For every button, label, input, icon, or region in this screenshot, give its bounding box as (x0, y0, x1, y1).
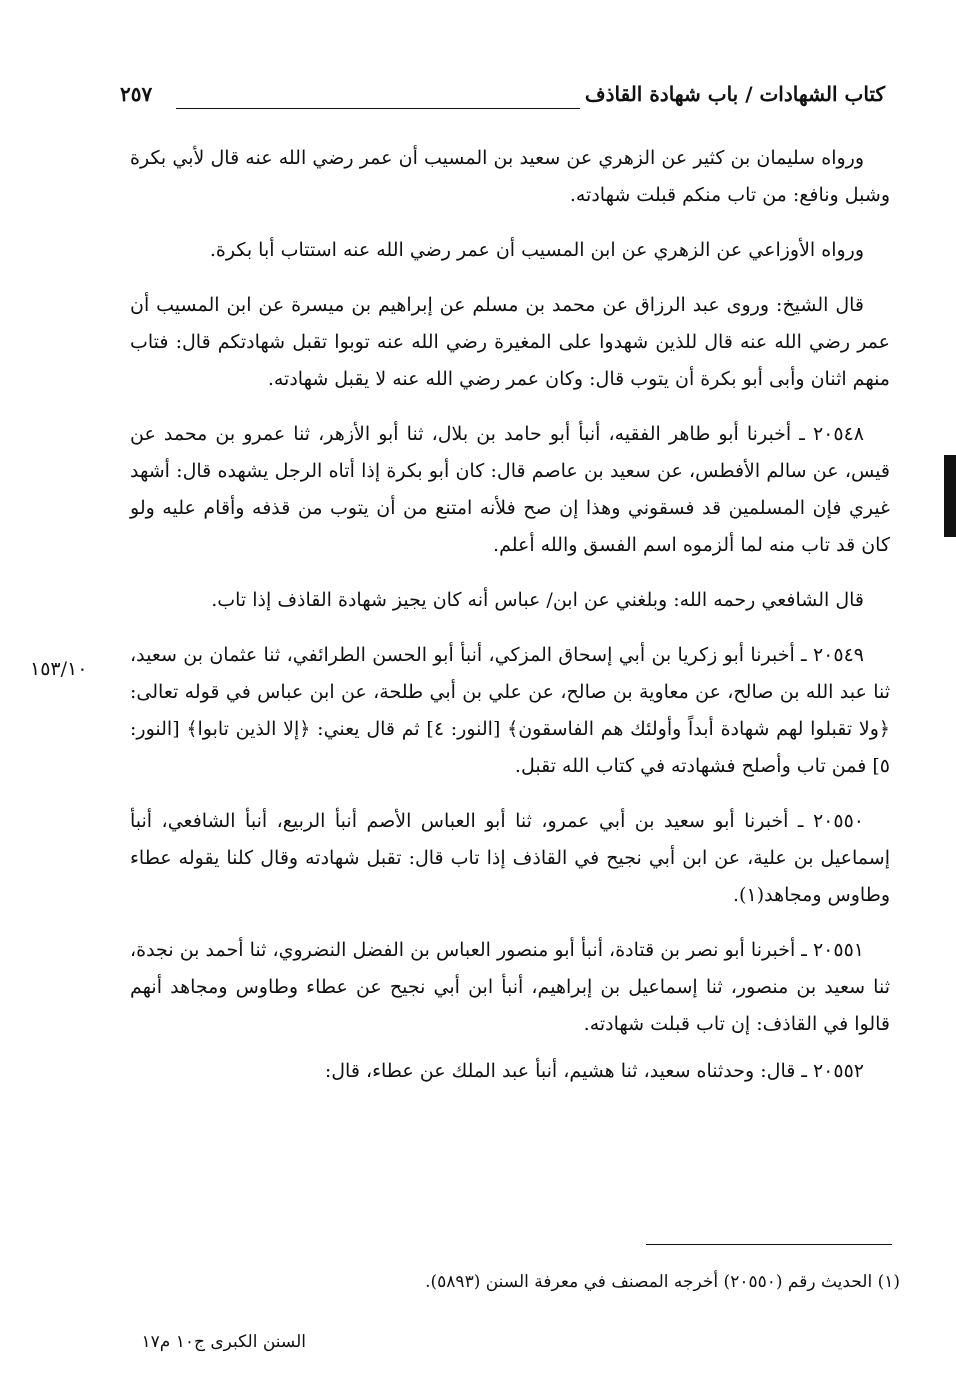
edge-thumb-mark (944, 455, 956, 537)
running-header (120, 82, 885, 118)
paragraph: قال الشيخ: وروى عبد الرزاق عن محمد بن مسلم عن إبراهيم بن ميسرة عن ابن المسيب أن عمر رضي الله عنه قال للذين شهدوا على المغيرة رضي الله عنه توبوا تقبل شهادتكم قال: فتاب منهم اثنان وأبى أبو بكرة أن يتوب قال: وكان عمر رضي الله عنه لا يقبل شهادته. (130, 294, 890, 390)
hadith-20552: ٢٠٥٥٢ ـ قال: وحدثناه سعيد، ثنا هشيم، أنبأ عبد الملك عن عطاء، قال: (324, 1060, 864, 1082)
hadith-20548: ٢٠٥٤٨ ـ أخبرنا أبو طاهر الفقيه، أنبأ أبو حامد بن بلال، ثنا أبو الأزهر، ثنا عمرو بن محمد عن قيس، عن سالم الأفطس، عن سعيد بن عاصم قال: كان أبو بكرة إذا أتاه الرجل يشهده قال: أشهد غيري فإن المسلمين قد فسقوني وهذا إن صح فلأنه امتنع من أن يتوب من قذفه وأقام عليه ولو كان قد تاب منه لما ألزموه اسم الفسق والله أعلم. (130, 423, 890, 556)
header-title: كتاب الشهادات / باب شهادة القاذف (584, 82, 885, 106)
paragraph: قال الشافعي رحمه الله: وبلغني عن ابن/ عباس أنه كان يجيز شهادة القاذف إذا تاب. (211, 589, 864, 611)
page-footer: السنن الكبرى ج١٠ م١٧ (141, 1332, 306, 1352)
footnote: (١) الحديث رقم (٢٠٥٥٠) أخرجه المصنف في معرفة السنن (٥٨٩٣). (425, 1272, 900, 1292)
paragraph: ورواه سليمان بن كثير عن الزهري عن سعيد بن المسيب أن عمر رضي الله عنه قال لأبي بكرة وشبل ونافع: من تاب منكم قبلت شهادته. (130, 147, 890, 206)
hadith-20549: ٢٠٥٤٩ ـ أخبرنا أبو زكريا بن أبي إسحاق المزكي، أنبأ أبو الحسن الطرائفي، ثنا عثمان بن سعيد، ثنا عبد الله بن صالح، عن معاوية بن صالح، عن علي بن أبي طلحة، عن ابن عباس في قوله تعالى: ﴿ولا تقبلوا لهم شهادة أبداً وأولئك هم الفاسقون﴾ [النور: ٤] ثم قال يعني: ﴿إلا الذين تابوا﴾ [النور: ٥] فمن تاب وأصلح فشهادته في كتاب الله تقبل. (130, 644, 890, 777)
footnote-rule (646, 1244, 892, 1245)
hadith-20550: ٢٠٥٥٠ ـ أخبرنا أبو سعيد بن أبي عمرو، ثنا أبو العباس الأصم أنبأ الربيع، أنبأ الشافعي، أنبأ إسماعيل بن علية، عن ابن أبي نجيح في القاذف إذا تاب قال: تقبل شهادته وقال كلنا يقوله عطاء وطاوس ومجاهد(١). (130, 810, 890, 906)
page-number: ٢٥٧ (120, 82, 153, 106)
hadith-20551: ٢٠٥٥١ ـ أخبرنا أبو نصر بن قتادة، أنبأ أبو منصور العباس بن الفضل النضروي، ثنا أحمد بن نجدة، ثنا سعيد بن منصور، ثنا إسماعيل بن إبراهيم، أنبأ ابن أبي نجيح عن عطاء وطاوس ومجاهد أنهم قالوا في القاذف: إن تاب قبلت شهادته. (130, 939, 890, 1035)
margin-reference: ١٥٣/١٠ (30, 658, 88, 680)
paragraph: ورواه الأوزاعي عن الزهري عن ابن المسيب أن عمر رضي الله عنه استتاب أبا بكرة. (209, 239, 864, 261)
main-text (130, 140, 890, 1100)
header-rule (176, 108, 580, 109)
